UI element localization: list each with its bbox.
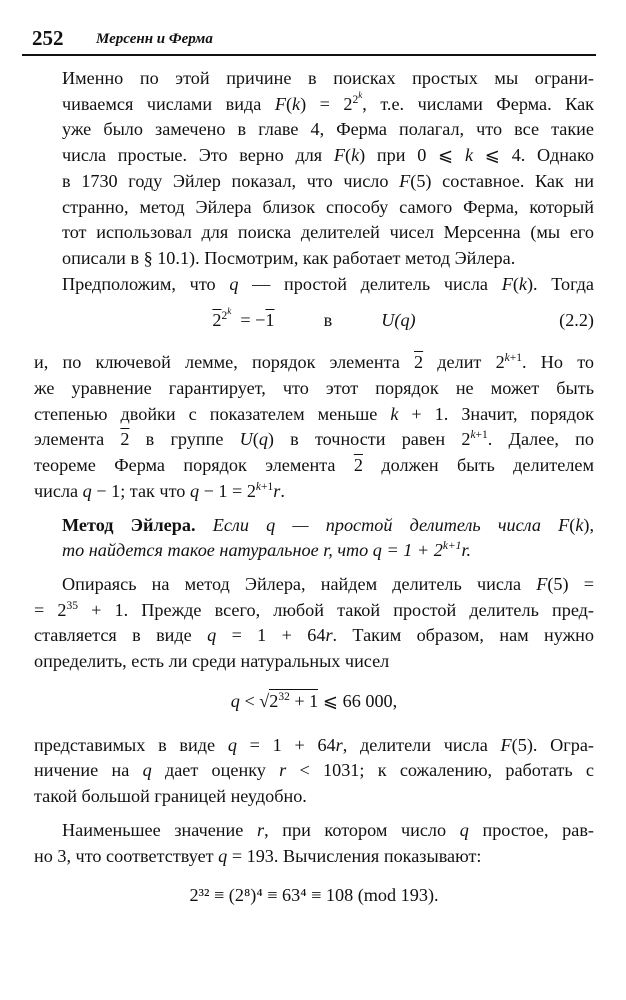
paragraph: Именно по этой причине в поисках простых мы ограни- чиваемся числами вида $F(k) = 2^{2^k}$, т.е. числами Ферма. Как уже было замечено в главе 4, Ферма полагал, что все такие числа простые. Это верно для F(k) при 0 ⩽ k ⩽ 4. Однако в 1730 году Эйлер показал, что число F(5) составное. Как ни странно, метод Эйлера близок способу самого Ферма, который тот использовал для поиска делителей чисел Мерсенна (мы его описали в § 10.1). Посмотрим, как работает метод Эйлера. [62, 68, 595, 268]
paragraph: Наименьшее значение r, при котором число q простое, рав- но 3, что соответствует q = 193. Вычисления показывают: [34, 819, 594, 866]
page-body [34, 66, 594, 925]
paragraph: и, по ключевой лемме, порядок элемента 2 делит $2^{k+1}$. Но то же уравнение гарантирует, что этот порядок не может быть степенью двойки с показателем меньше k + 1. Значит, порядок элемента 2 в группе U(q) в точности равен $2^{k+1}$. Далее, по теореме Ферма порядок элемента 2 должен быть делителем числа q − 1; так что $q - 1 = 2^{k+1}r$. [34, 352, 594, 501]
formula-mod-193: 2³² ≡ (2⁸)⁴ ≡ 63⁴ ≡ 108 (mod 193). [189, 885, 439, 906]
page-header [22, 22, 596, 56]
paragraph: представимых в виде q = 1 + 64r, делители числа F(5). Огра- ничение на q дает оценку r < 1031; к сожалению, работать с такой большой границей неудобно. [34, 734, 595, 807]
formula-2-2: $2^{2^k} = -1$ в U(q) (2.2) [34, 304, 594, 340]
paragraph: Предположим, что q — простой делитель числа F(k). Тогда [62, 273, 595, 294]
theorem-euler-method: Метод Эйлера. Если q — простой делитель числа F(k), то найдется такое натуральное r, что $q = 1 + 2^{k+1}r$. [62, 514, 594, 561]
page-number: 252 [32, 26, 64, 50]
formula-sqrt-bound: $q < √2^{32} + 1$ ⩽ 66 000, [230, 690, 398, 711]
equation-number: (2.2) [559, 310, 594, 331]
paragraph: Опираясь на метод Эйлера, найдем делитель числа F(5) = = $2^{35} + 1$. Прежде всего, любой такой простой делитель пред- ставляется в виде q = 1 + 64r. Таким образом, нам нужно определить, есть ли среди натуральных чисел [34, 573, 594, 672]
running-title: Мерсенн и Ферма [96, 31, 213, 47]
